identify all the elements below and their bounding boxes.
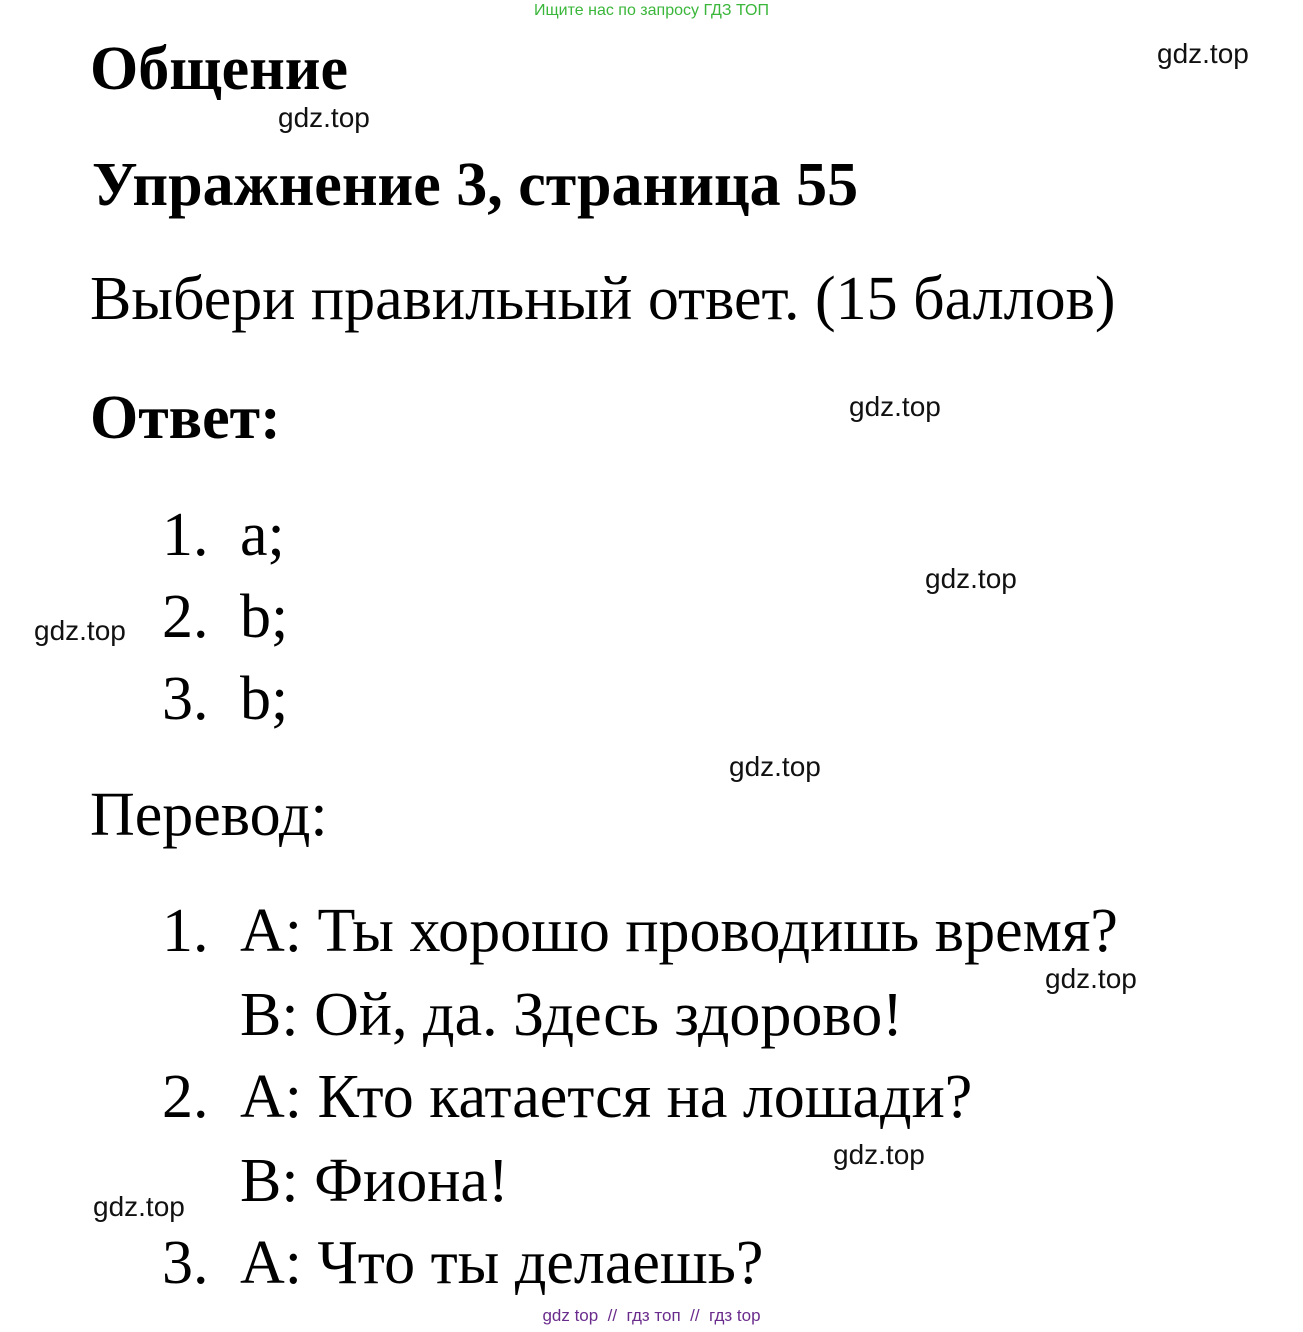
task-text: Выбери правильный ответ. (15 баллов) — [90, 265, 1116, 333]
dialogue-line-b: B: Ой, да. Здесь здорово! — [240, 981, 903, 1049]
translation-number: 3. — [162, 1229, 209, 1297]
section-title: Общение — [90, 35, 349, 103]
answer-number: 1. — [162, 501, 209, 569]
exercise-heading: Упражнение 3, страница 55 — [92, 151, 859, 219]
dialogue-line-a: A: Что ты делаешь? — [240, 1229, 764, 1297]
watermark: gdz.top — [1045, 963, 1137, 994]
dialogue-line — [0, 896, 1303, 966]
answer-item — [0, 582, 1303, 652]
dialogue-line-b: B: Фиона! — [240, 1147, 509, 1215]
answer-value: b; — [240, 665, 289, 733]
answer-item — [0, 664, 1303, 734]
translation-heading: Перевод: — [90, 781, 328, 849]
answer-item — [0, 500, 1303, 570]
footer-watermark: gdz top // гдз топ // гдз top — [542, 1306, 761, 1325]
dialogue-line — [0, 1146, 1303, 1216]
watermark: gdz.top — [729, 751, 821, 782]
dialogue-line-a: A: Ты хорошо проводишь время? — [240, 897, 1118, 965]
answer-value: b; — [240, 583, 289, 651]
dialogue-line-a: A: Кто катается на лошади? — [240, 1063, 973, 1131]
answer-number: 3. — [162, 665, 209, 733]
watermark: gdz.top — [925, 563, 1017, 594]
watermark: gdz.top — [1157, 38, 1249, 69]
watermark: gdz.top — [849, 391, 941, 422]
translation-number: 1. — [162, 897, 209, 965]
top-banner: Ищите нас по запросу ГДЗ ТОП — [534, 2, 769, 19]
watermark: gdz.top — [34, 615, 126, 646]
dialogue-line — [0, 1228, 1303, 1298]
answer-number: 2. — [162, 583, 209, 651]
dialogue-line — [0, 1062, 1303, 1132]
watermark: gdz.top — [278, 102, 370, 133]
watermark: gdz.top — [833, 1139, 925, 1170]
answer-heading: Ответ: — [90, 384, 281, 452]
watermark: gdz.top — [93, 1191, 185, 1222]
answer-value: a; — [240, 501, 285, 569]
translation-number: 2. — [162, 1063, 209, 1131]
